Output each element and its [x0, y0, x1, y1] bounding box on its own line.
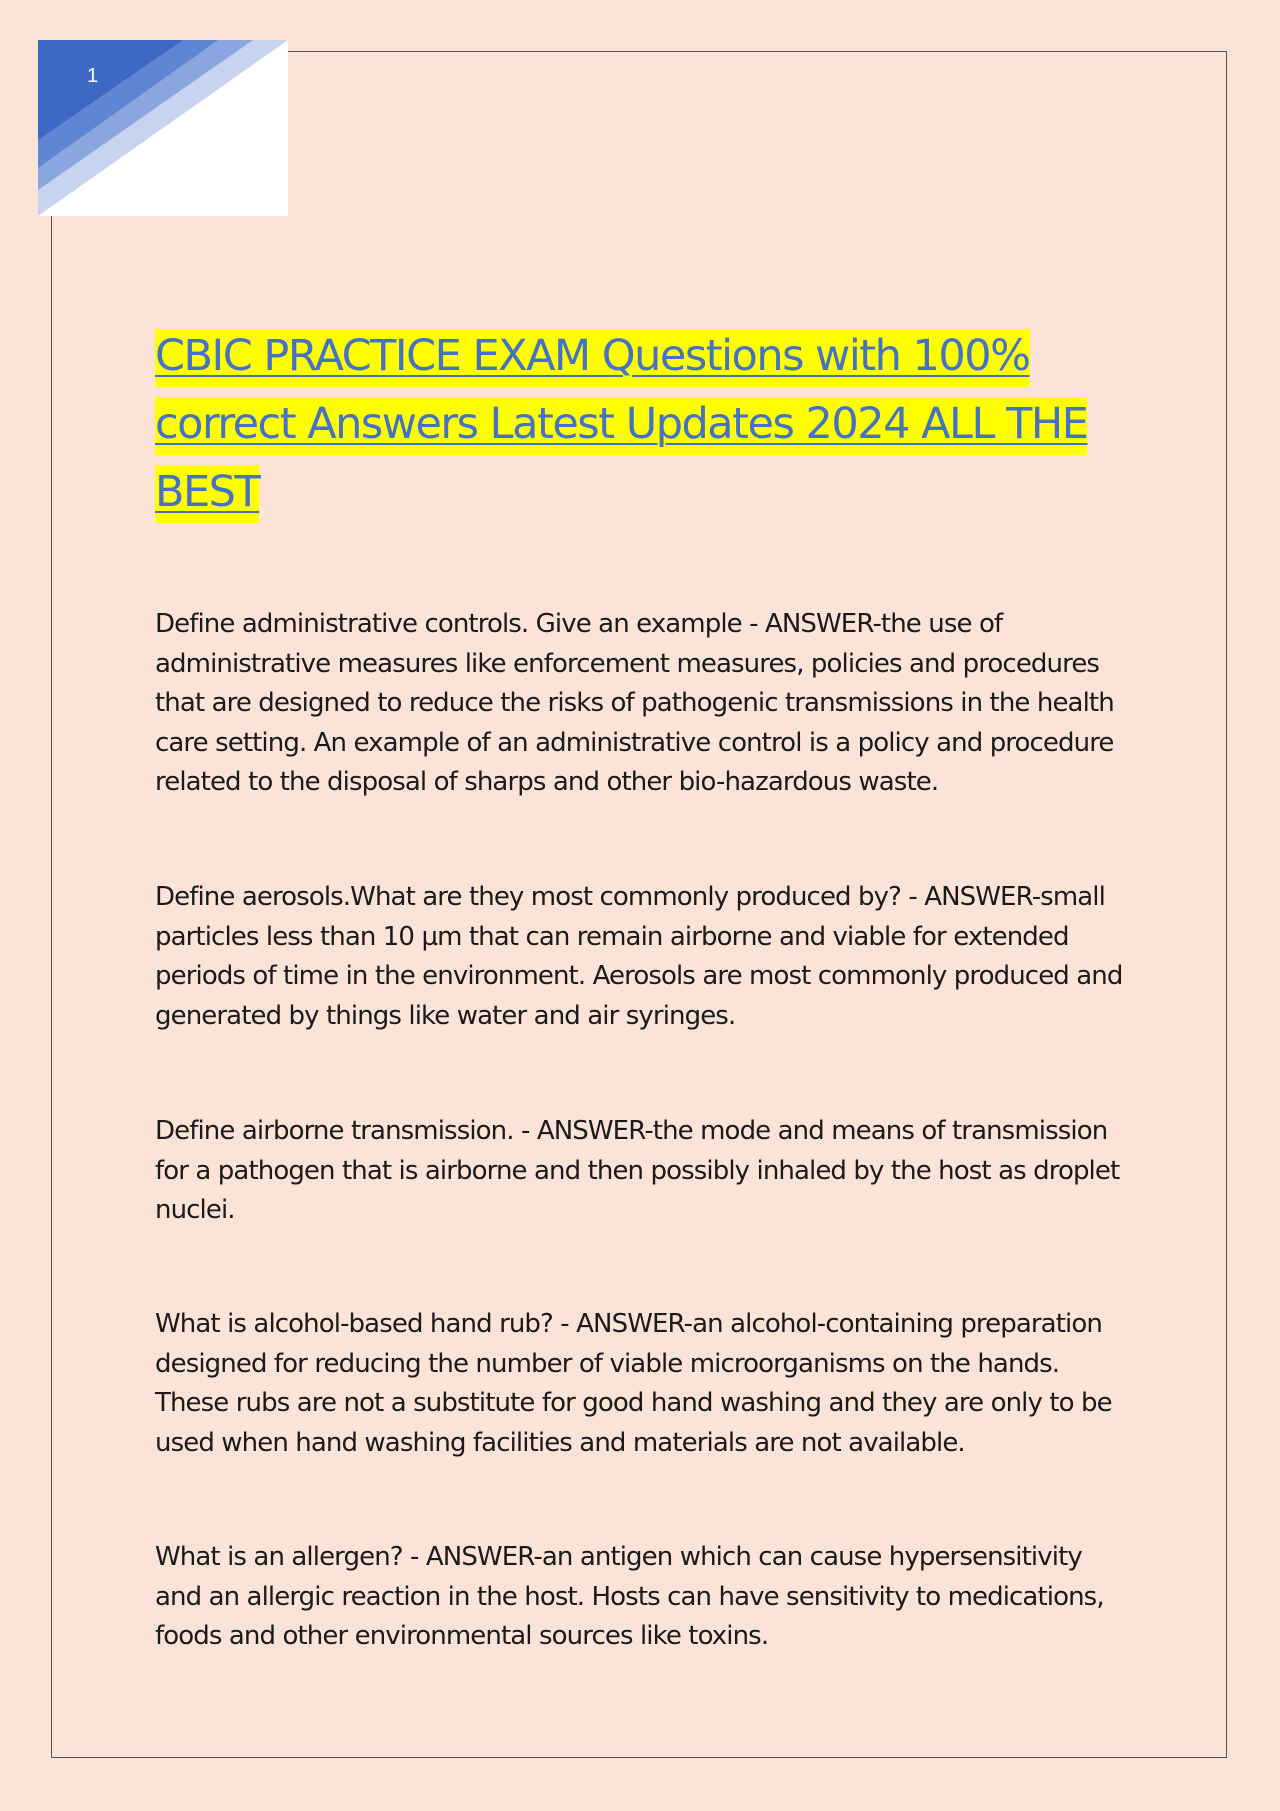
qa-item: Define airborne transmission. - ANSWER-the mode and means of transmission for a pathogen that is airborne and then possibly inhaled by the host as droplet nuclei. [155, 1116, 1120, 1226]
page-number: 1 [87, 65, 99, 87]
qa-item: Define aerosols.What are they most commonly produced by? - ANSWER-small particles less than 10 µm that can remain airborne and viable for extended periods of time in the environment. Aerosols are most commonly produced and generated by things like water and air syringes. [155, 882, 1123, 1031]
document-title [155, 322, 1135, 526]
qa-item: What is an allergen? - ANSWER-an antigen which can cause hypersensitivity and an allergic reaction in the host. Hosts can have sensitivity to medications, foods and other environmental sources like toxins. [155, 1542, 1104, 1652]
corner-decoration [38, 40, 288, 216]
document-title-text: CBIC PRACTICE EXAM Questions with 100% correct Answers Latest Updates 2024 ALL THE BEST [155, 329, 1087, 523]
qa-item: What is alcohol-based hand rub? - ANSWER-an alcohol-containing preparation designed for reducing the number of viable microorganisms on the hands. These rubs are not a substitute for good hand washing and they are only to be used when hand washing facilities and materials are not available. [155, 1309, 1112, 1458]
qa-item: Define administrative controls. Give an example - ANSWER-the use of administrative measures like enforcement measures, policies and procedures that are designed to reduce the risks of pathogenic transmissions in the health care setting. An example of an administrative control is a policy and procedure related to the disposal of sharps and other bio-hazardous waste. [155, 609, 1114, 798]
